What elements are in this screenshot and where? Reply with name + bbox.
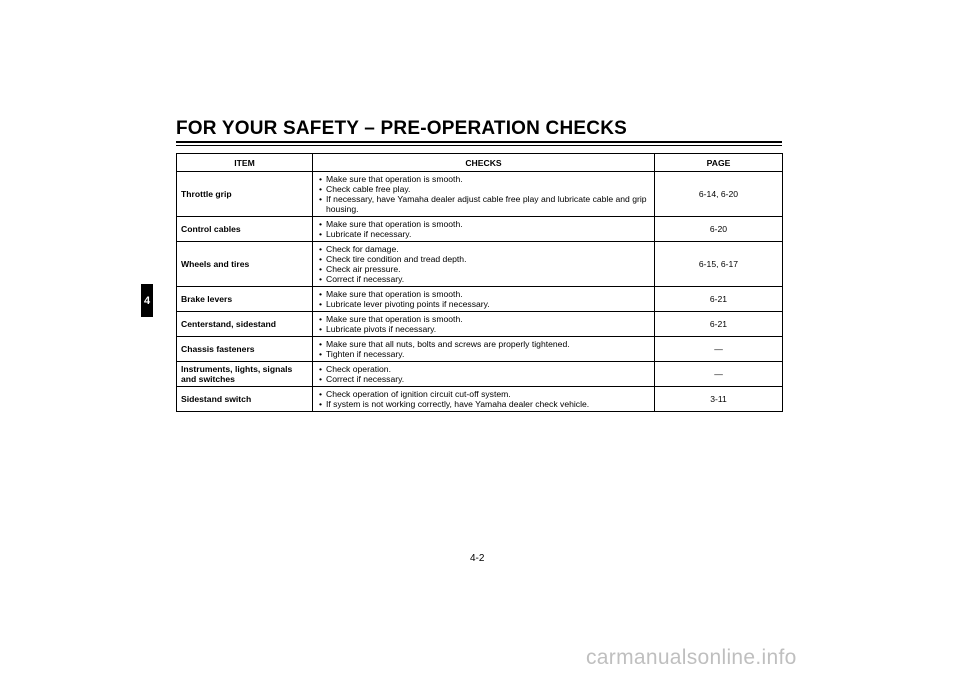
row-checks — [313, 172, 655, 217]
check-item: • Make sure that all nuts, bolts and screws are properly tightened. — [319, 339, 650, 349]
page-title: FOR YOUR SAFETY – PRE-OPERATION CHECKS — [176, 118, 627, 139]
header-checks: CHECKS — [313, 154, 655, 172]
checks-list — [319, 364, 650, 384]
row-checks — [313, 362, 655, 387]
row-page-ref: — — [655, 362, 783, 387]
check-item: • Lubricate lever pivoting points if necessary. — [319, 299, 650, 309]
checks-list — [319, 389, 650, 409]
check-item: • If necessary, have Yamaha dealer adjust cable free play and lubricate cable and grip housing. — [319, 194, 650, 214]
row-checks — [313, 242, 655, 287]
checks-list — [319, 244, 650, 284]
table-row — [177, 312, 783, 337]
check-item: • Make sure that operation is smooth. — [319, 174, 650, 184]
row-page-ref: 6-21 — [655, 287, 783, 312]
checks-list — [319, 219, 650, 239]
row-item: Sidestand switch — [177, 387, 313, 412]
table-row — [177, 362, 783, 387]
row-checks — [313, 287, 655, 312]
table-row — [177, 337, 783, 362]
row-item: Control cables — [177, 217, 313, 242]
row-item: Wheels and tires — [177, 242, 313, 287]
check-item: • Check tire condition and tread depth. — [319, 254, 650, 264]
title-rule — [176, 141, 782, 143]
check-item: • Check for damage. — [319, 244, 650, 254]
check-item: • Make sure that operation is smooth. — [319, 289, 650, 299]
table-row — [177, 387, 783, 412]
check-item: • Check cable free play. — [319, 184, 650, 194]
table-body — [177, 172, 783, 412]
header-page: PAGE — [655, 154, 783, 172]
row-page-ref: — — [655, 337, 783, 362]
table-row — [177, 287, 783, 312]
row-page-ref: 6-15, 6-17 — [655, 242, 783, 287]
row-item: Chassis fasteners — [177, 337, 313, 362]
row-checks — [313, 217, 655, 242]
check-item: • If system is not working correctly, have Yamaha dealer check vehicle. — [319, 399, 650, 409]
row-page-ref: 6-21 — [655, 312, 783, 337]
row-page-ref: 3-11 — [655, 387, 783, 412]
checks-list — [319, 339, 650, 359]
row-checks — [313, 337, 655, 362]
row-page-ref: 6-14, 6-20 — [655, 172, 783, 217]
check-item: • Correct if necessary. — [319, 274, 650, 284]
chapter-tab: 4 — [141, 284, 153, 317]
check-item: • Make sure that operation is smooth. — [319, 219, 650, 229]
header-item: ITEM — [177, 154, 313, 172]
pre-operation-checks-table — [176, 153, 783, 412]
table-row — [177, 172, 783, 217]
row-item: Centerstand, sidestand — [177, 312, 313, 337]
check-item: • Tighten if necessary. — [319, 349, 650, 359]
table-row — [177, 242, 783, 287]
table-row — [177, 217, 783, 242]
page-number: 4-2 — [470, 553, 485, 564]
row-checks — [313, 312, 655, 337]
check-item: • Lubricate if necessary. — [319, 229, 650, 239]
title-rule-thin — [176, 145, 782, 146]
check-item: • Check operation of ignition circuit cut-off system. — [319, 389, 650, 399]
row-item: Instruments, lights, signals and switches — [177, 362, 313, 387]
check-item: • Check operation. — [319, 364, 650, 374]
row-item: Throttle grip — [177, 172, 313, 217]
check-item: • Check air pressure. — [319, 264, 650, 274]
checks-list — [319, 289, 650, 309]
check-item: • Lubricate pivots if necessary. — [319, 324, 650, 334]
watermark: carmanualsonline.info — [586, 646, 797, 669]
checks-list — [319, 174, 650, 214]
checks-list — [319, 314, 650, 334]
table-header-row — [177, 154, 783, 172]
check-item: • Make sure that operation is smooth. — [319, 314, 650, 324]
check-item: • Correct if necessary. — [319, 374, 650, 384]
row-item: Brake levers — [177, 287, 313, 312]
row-page-ref: 6-20 — [655, 217, 783, 242]
row-checks — [313, 387, 655, 412]
